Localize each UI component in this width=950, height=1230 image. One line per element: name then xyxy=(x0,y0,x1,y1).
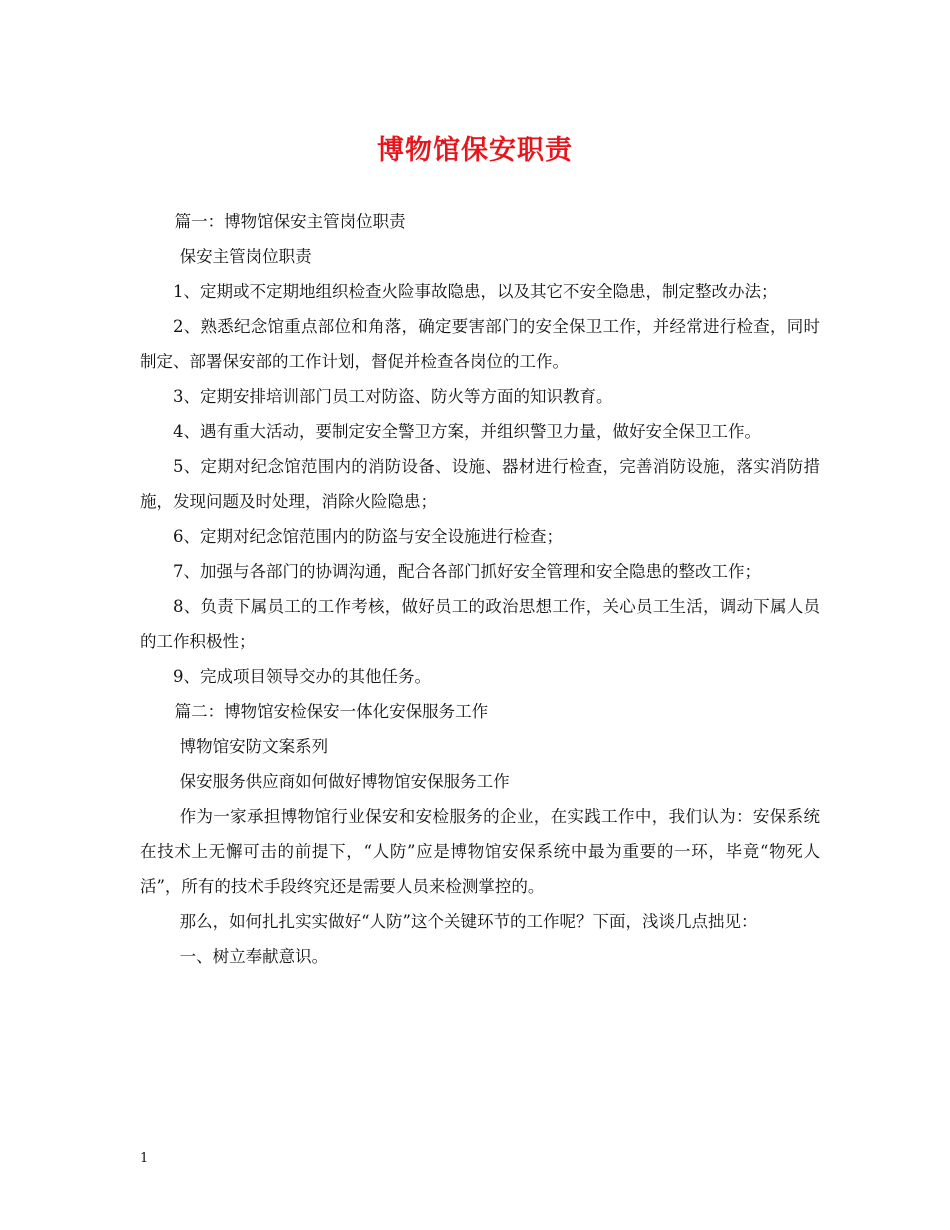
document-body xyxy=(140,204,820,974)
document-title: 博物馆保安职责 xyxy=(377,135,573,166)
subheading-series: 博物馆安防文案系列 xyxy=(179,737,329,756)
duty-item-5: 5、定期对纪念馆范围内的消防设备、设施、器材进行检查，完善消防设施，落实消防措施，发现问题及时处理，消除火险隐患； xyxy=(140,457,820,511)
duty-item-4: 4、遇有重大活动，要制定安全警卫方案，并组织警卫力量，做好安全保卫工作。 xyxy=(173,422,761,441)
duty-item-3: 3、定期安排培训部门员工对防盗、防火等方面的知识教育。 xyxy=(173,387,613,406)
subheading-service-provider: 保安服务供应商如何做好博物馆安保服务工作 xyxy=(179,772,510,791)
duty-item-7: 7、加强与各部门的协调沟通，配合各部门抓好安全管理和安全隐患的整改工作； xyxy=(173,562,761,581)
duty-item-6: 6、定期对纪念馆范围内的防盗与安全设施进行检查； xyxy=(173,527,563,546)
body-paragraph-intro: 作为一家承担博物馆行业保安和安检服务的企业，在实践工作中，我们认为：安保系统在技术上无懈可击的前提下，“人防”应是博物馆安保系统中最为重要的一环，毕竟“物死人活”，所有的技术手段终究还是需要人员来检测掌控的。 xyxy=(140,807,820,896)
duty-item-8: 8、负责下属员工的工作考核，做好员工的政治思想工作，关心员工生活，调动下属人员的工作积极性； xyxy=(140,597,820,651)
page-number: 1 xyxy=(140,1151,149,1166)
body-paragraph-question: 那么，如何扎扎实实做好“人防”这个关键环节的工作呢？下面，浅谈几点拙见： xyxy=(179,912,758,931)
duty-item-2: 2、熟悉纪念馆重点部位和角落，确定要害部门的安全保卫工作，并经常进行检查，同时制定、部署保安部的工作计划，督促并检查各岗位的工作。 xyxy=(140,317,820,371)
duty-item-1: 1、定期或不定期地组织检查火险事故隐患，以及其它不安全隐患，制定整改办法； xyxy=(173,282,778,301)
section-heading-1: 篇一：博物馆保安主管岗位职责 xyxy=(174,212,406,231)
subheading-supervisor-duties: 保安主管岗位职责 xyxy=(179,247,312,266)
duty-item-9: 9、完成项目领导交办的其他任务。 xyxy=(173,667,431,686)
section-heading-2: 篇二：博物馆安检保安一体化安保服务工作 xyxy=(174,702,489,721)
point-heading-1: 一、树立奉献意识。 xyxy=(179,947,329,966)
